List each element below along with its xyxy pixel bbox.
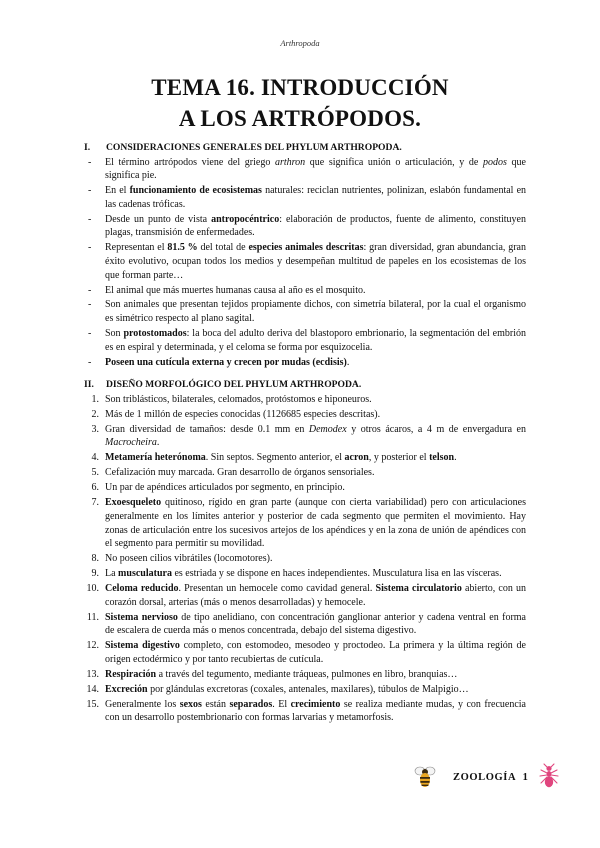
page-title bbox=[0, 72, 600, 134]
section-1-heading bbox=[84, 141, 526, 155]
list-marker: 14. bbox=[86, 683, 99, 695]
list-item bbox=[84, 451, 526, 465]
list-item bbox=[84, 408, 526, 422]
list-item bbox=[84, 496, 526, 550]
list-marker: 15. bbox=[86, 698, 99, 710]
bold-term: telson bbox=[429, 452, 455, 464]
text-run: Son animales que presentan tejidos propiamente dichos, con simetría bilateral, por la cual el organismo es simétrico respecto al plano sagital. bbox=[105, 299, 526, 325]
list-item-text bbox=[105, 668, 526, 682]
list-marker: 4. bbox=[91, 452, 99, 464]
list-item-text bbox=[105, 552, 526, 566]
text-run: a través del tegumento, mediante tráqueas, pulmones en libro, branquias… bbox=[156, 668, 458, 680]
text-run: No poseen cilios vibrátiles (locomotores). bbox=[105, 553, 273, 565]
section-2-numbered-list bbox=[84, 393, 526, 725]
italic-term: Macrocheira bbox=[105, 437, 157, 449]
list-marker: - bbox=[88, 213, 92, 225]
text-run: Gran diversidad de tamaños: desde 0.1 mm en bbox=[105, 423, 309, 435]
text-run: quitinoso, rígido en gran parte (aunque con cierta variabilidad) pero con articulaciones generalmente en los límites anterior y posterior de cada segmento que permiten el movimiento. Hay zonas de articulación entre los sucesivos artejos de los apéndices y en la zona de unión de apéndices con el segmento para permitir su movilidad. bbox=[105, 497, 526, 550]
bold-term: funcionamiento de ecosistemas bbox=[129, 185, 262, 197]
bold-term: Exoesqueleto bbox=[105, 497, 162, 509]
list-item bbox=[84, 356, 526, 370]
document-body bbox=[84, 141, 526, 726]
list-marker: - bbox=[88, 299, 92, 311]
text-run: que significa pie. bbox=[105, 156, 526, 182]
bold-term: protostomados bbox=[123, 328, 187, 340]
italic-term: Demodex bbox=[308, 423, 347, 435]
list-marker: 6. bbox=[91, 482, 99, 494]
text-run: Generalmente los bbox=[105, 698, 180, 710]
list-marker: 2. bbox=[91, 408, 99, 420]
list-item-text bbox=[105, 582, 526, 609]
list-marker: 10. bbox=[86, 583, 99, 595]
text-run: del total de bbox=[197, 242, 249, 254]
list-item-text bbox=[105, 356, 526, 370]
page-footer bbox=[0, 763, 600, 793]
list-item-text bbox=[105, 567, 526, 581]
text-run: . bbox=[454, 452, 457, 464]
list-item-text bbox=[105, 393, 526, 407]
title-line-1: TEMA 16. INTRODUCCIÓN bbox=[151, 75, 449, 100]
text-run: , y posterior el bbox=[368, 452, 430, 464]
text-run: : la boca del adulto deriva del blastoporo embrionario, la segmentación del embrión es en espiral y determinada, y el celoma se forma por esquizocelia. bbox=[105, 328, 526, 353]
list-item bbox=[84, 241, 526, 282]
text-run: Más de 1 millón de especies conocidas (1126685 especies descritas). bbox=[105, 408, 381, 420]
list-item-text bbox=[105, 156, 526, 183]
text-run: Son bbox=[105, 328, 124, 340]
section-1-title: CONSIDERACIONES GENERALES DEL PHYLUM ARTHROPODA. bbox=[106, 142, 402, 153]
bold-term: crecimiento bbox=[290, 698, 341, 710]
list-marker: - bbox=[88, 284, 92, 296]
title-line-2: A LOS ARTRÓPODOS. bbox=[178, 106, 422, 131]
section-2-number: II. bbox=[84, 379, 94, 391]
list-item bbox=[84, 567, 526, 581]
list-item-text bbox=[105, 496, 526, 550]
section-1-number: I. bbox=[84, 142, 91, 153]
text-run: se realiza mediante mudas, y con frecuencia con un desarrollo postembrionario con formas larvarias y metamorfosis. bbox=[105, 698, 526, 724]
text-run: que significa unión o articulación, y de bbox=[305, 156, 483, 168]
bold-term: Sistema circulatorio bbox=[375, 583, 462, 595]
text-run: completo, con estomodeo, mesodeo y proctodeo. La primera y la última región de origen ectodérmico y por tanto recubiertas de cutícula. bbox=[105, 640, 526, 665]
text-run: En el bbox=[105, 185, 130, 197]
text-run: Un par de apéndices articulados por segmento, en principio. bbox=[105, 482, 345, 494]
list-marker: 8. bbox=[91, 553, 99, 565]
list-marker: 7. bbox=[91, 497, 99, 509]
ant-icon bbox=[537, 763, 561, 789]
list-item bbox=[84, 481, 526, 495]
text-run: por glándulas excretoras (coxales, antenales, maxilares), túbulos de Malpigio… bbox=[147, 683, 469, 695]
list-item bbox=[84, 683, 526, 697]
italic-term: arthron bbox=[274, 156, 306, 168]
section-1-bullet-list bbox=[84, 156, 526, 370]
list-item bbox=[84, 668, 526, 682]
list-marker: 9. bbox=[91, 568, 99, 580]
list-item-text bbox=[105, 466, 526, 480]
list-item-text bbox=[105, 639, 526, 666]
text-run: . bbox=[156, 437, 160, 449]
list-item bbox=[84, 298, 526, 325]
page-number: 1 bbox=[522, 772, 529, 783]
list-item bbox=[84, 327, 526, 354]
list-marker: - bbox=[88, 356, 92, 368]
bold-term: sexos bbox=[179, 698, 202, 710]
list-marker: 13. bbox=[86, 668, 99, 680]
list-item-text bbox=[105, 298, 526, 325]
list-item-text bbox=[105, 423, 526, 450]
text-run: : elaboración de productos, fuente de alimento, constituyen plagas, transmisión de enfermedades. bbox=[105, 213, 526, 239]
text-run: y otros ácaros, a 4 m de envergadura en bbox=[346, 423, 527, 435]
text-run: de tipo anelidiano, con concentración ganglionar anterior y cadena ventral en forma de escalera de cuerda más o menos concentrada, debajo del sistema digestivo. bbox=[105, 611, 526, 637]
list-item-text bbox=[105, 327, 526, 354]
list-marker: 3. bbox=[91, 423, 99, 435]
list-item-text bbox=[105, 683, 526, 697]
text-run: están bbox=[201, 698, 230, 710]
bold-term: Metamería heterónoma bbox=[105, 452, 206, 464]
text-run: es estriada y se dispone en haces independientes. Musculatura lisa en las vísceras. bbox=[171, 568, 502, 580]
list-item-text bbox=[105, 698, 526, 725]
bold-term: separados bbox=[229, 698, 273, 710]
list-marker: 5. bbox=[91, 467, 99, 479]
bold-term: especies animales descritas bbox=[248, 242, 364, 254]
text-run: La bbox=[105, 568, 119, 580]
bee-icon bbox=[413, 763, 437, 789]
list-item-text bbox=[105, 481, 526, 495]
list-marker: - bbox=[88, 185, 92, 197]
list-item bbox=[84, 698, 526, 725]
footer-label bbox=[453, 772, 528, 783]
text-run: . Sin septos. Segmento anterior, el bbox=[205, 452, 345, 464]
bold-term: antropocéntrico bbox=[211, 213, 280, 225]
list-item bbox=[84, 466, 526, 480]
text-run: El animal que más muertes humanas causa al año es el mosquito. bbox=[105, 284, 366, 296]
list-marker: - bbox=[88, 156, 92, 168]
list-marker: 11. bbox=[86, 611, 99, 623]
list-item bbox=[84, 611, 526, 638]
text-run: Representan el bbox=[105, 242, 168, 254]
section-2-title: DISEÑO MORFOLÓGICO DEL PHYLUM ARTHROPODA. bbox=[106, 379, 362, 391]
list-item bbox=[84, 213, 526, 240]
list-item-text bbox=[105, 241, 526, 282]
list-marker: - bbox=[88, 242, 92, 254]
list-item-text bbox=[105, 213, 526, 240]
italic-term: podos bbox=[483, 156, 507, 168]
list-marker: 12. bbox=[86, 640, 99, 652]
list-item-text bbox=[105, 408, 526, 422]
list-item bbox=[84, 284, 526, 298]
bold-term: Celoma reducido bbox=[105, 583, 179, 595]
bold-term: Sistema digestivo bbox=[105, 640, 180, 652]
text-run: naturales: reciclan nutrientes, polinizan, eslabón fundamental en las cadenas tróficas. bbox=[105, 185, 527, 210]
bold-term: Respiración bbox=[105, 668, 157, 680]
list-item bbox=[84, 156, 526, 183]
bold-term: Sistema nervioso bbox=[105, 611, 178, 623]
text-run: : gran diversidad, gran abundancia, gran éxito evolutivo, ocupan todos los medios y desempeñan multitud de papeles en los ecosistemas de los que forman parte… bbox=[105, 242, 526, 281]
list-item bbox=[84, 423, 526, 450]
bold-term: Poseen una cutícula externa y crecen por mudas (ecdisis) bbox=[105, 356, 347, 368]
text-run: Son triblásticos, bilaterales, celomados, protóstomos e hiponeuros. bbox=[105, 393, 372, 405]
text-run: . Presentan un hemocele como cavidad general. bbox=[178, 583, 376, 595]
footer-subject: ZOOLOGÍA bbox=[453, 772, 517, 783]
list-marker: 1. bbox=[91, 393, 99, 405]
text-run: abierto, con un corazón dorsal, arterias (más o menos desarrolladas) y hemocele. bbox=[105, 583, 527, 608]
list-item bbox=[84, 582, 526, 609]
list-item-text bbox=[105, 184, 526, 211]
list-marker: - bbox=[88, 328, 92, 340]
bold-term: musculatura bbox=[118, 568, 172, 580]
text-run: Desde un punto de vista bbox=[105, 213, 212, 225]
text-run: . bbox=[346, 356, 350, 368]
list-item bbox=[84, 552, 526, 566]
list-item-text bbox=[105, 611, 526, 638]
list-item bbox=[84, 393, 526, 407]
text-run: Cefalización muy marcada. Gran desarrollo de órganos sensoriales. bbox=[105, 467, 375, 479]
bold-term: Excreción bbox=[105, 683, 148, 695]
section-2-heading bbox=[84, 378, 526, 392]
running-header: Arthropoda bbox=[280, 38, 320, 48]
text-run: El término artrópodos viene del griego bbox=[105, 156, 275, 168]
text-run: . El bbox=[272, 698, 291, 710]
list-item-text bbox=[105, 451, 526, 465]
list-item bbox=[84, 184, 526, 211]
bold-term: 81.5 % bbox=[167, 242, 198, 254]
bold-term: acron bbox=[344, 452, 369, 464]
list-item-text bbox=[105, 284, 526, 298]
list-item bbox=[84, 639, 526, 666]
